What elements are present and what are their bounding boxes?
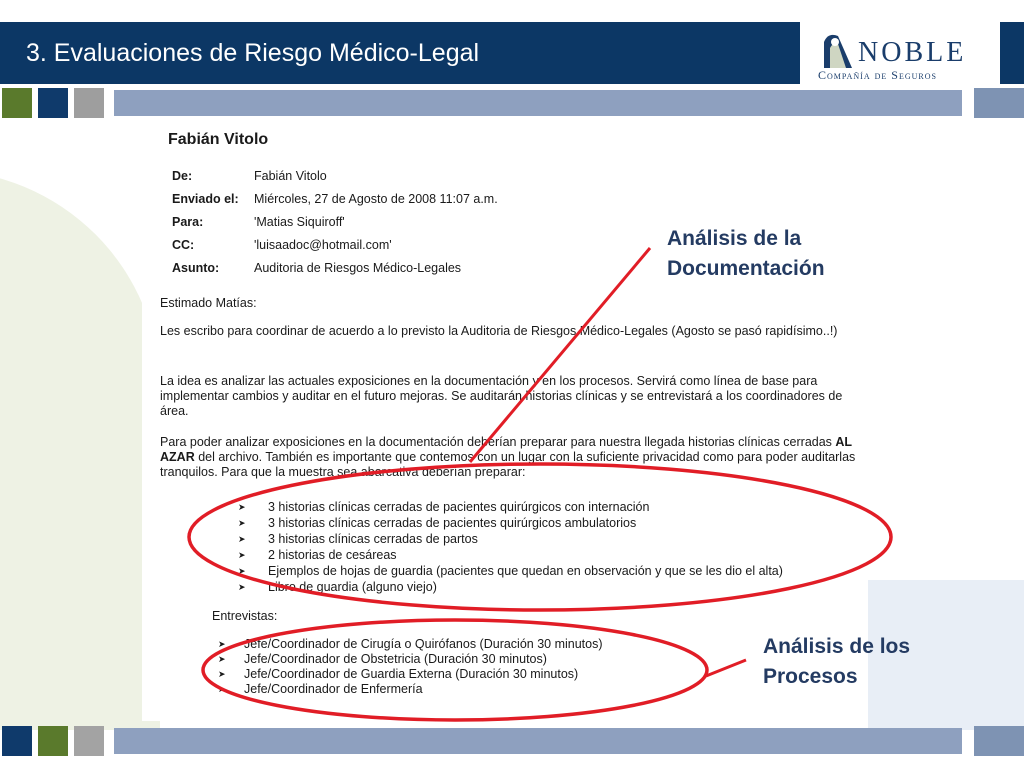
callout-line: Procesos bbox=[763, 665, 858, 688]
list-item: ➤ 3 historias clínicas cerradas de pacientes quirúrgicos ambulatorios bbox=[238, 515, 783, 531]
meta-value: 'Matias Siquiroff' bbox=[254, 215, 345, 229]
email-sender-header: Fabián Vitolo bbox=[168, 131, 269, 148]
meta-value: Fabián Vitolo bbox=[254, 169, 327, 183]
interviews-highlight-ellipse bbox=[203, 620, 707, 720]
list-item: ➤ Jefe/Coordinador de Enfermería bbox=[218, 682, 603, 697]
meta-key: Asunto: bbox=[172, 261, 220, 275]
list-item: ➤ 3 historias clínicas cerradas de pacientes quirúrgicos con internación bbox=[238, 499, 783, 515]
paragraph-3-bold: AL AZAR bbox=[160, 435, 852, 464]
logo-subtitle: Compañía de Seguros bbox=[818, 68, 937, 82]
logo-name: NOBLE bbox=[858, 37, 967, 68]
callout-line: Análisis de la bbox=[667, 227, 802, 250]
list-item: ➤ Jefe/Coordinador de Guardia Externa (Duración 30 minutos) bbox=[218, 667, 603, 682]
meta-value: Auditoria de Riesgos Médico-Legales bbox=[254, 261, 462, 275]
callout-documentation bbox=[667, 224, 825, 284]
documents-highlight-ellipse bbox=[189, 464, 891, 610]
interviews-label: Entrevistas: bbox=[212, 609, 278, 623]
documentation-pointer-line bbox=[470, 248, 650, 462]
list-item: ➤ Jefe/Coordinador de Obstetricia (Duración 30 minutos) bbox=[218, 652, 603, 667]
meta-key: Enviado el: bbox=[172, 192, 239, 206]
meta-value: 'luisaadoc@hotmail.com' bbox=[254, 238, 392, 252]
list-item: ➤ 2 historias de cesáreas bbox=[238, 547, 783, 563]
callout-line: Documentación bbox=[667, 257, 825, 280]
meta-value: Miércoles, 27 de Agosto de 2008 11:07 a.m. bbox=[254, 192, 498, 206]
meta-key: De: bbox=[172, 169, 193, 183]
slide-title: 3. Evaluaciones de Riesgo Médico-Legal bbox=[26, 39, 480, 67]
email-paragraph-2: La idea es analizar las actuales exposiciones en la documentación y en los procesos. Servirá como línea de base para implementar cambios y auditar en el futuro mejoras. Se auditarán historias clínicas y se entrevistará a los coordinadores de área. bbox=[160, 374, 843, 418]
list-item: ➤ Ejemplos de hojas de guardia (pacientes que quedan en observación y que se les dio el alta) bbox=[238, 563, 783, 579]
email-greeting: Estimado Matías: bbox=[160, 296, 257, 310]
callout-processes bbox=[763, 632, 910, 692]
paragraph-3-text-b: del archivo. También es importante que contemos con un lugar con la suficiente privacidad como para poder auditarlas tranquilos. Para que la muestra sea abarcativa deberían preparar: bbox=[160, 450, 856, 479]
email-paragraph-1: Les escribo para coordinar de acuerdo a lo previsto la Auditoria de Riesgos Médico-Legales (Agosto se pasó rapidísimo..!) bbox=[160, 324, 838, 338]
list-item: ➤ Libro de guardia (alguno viejo) bbox=[238, 579, 783, 595]
processes-pointer-line bbox=[706, 660, 746, 676]
list-item: ➤ 3 historias clínicas cerradas de partos bbox=[238, 531, 783, 547]
meta-key: CC: bbox=[172, 238, 195, 252]
meta-key: Para: bbox=[172, 215, 204, 229]
list-item: ➤ Jefe/Coordinador de Cirugía o Quirófanos (Duración 30 minutos) bbox=[218, 637, 603, 652]
paragraph-3-text-a: Para poder analizar exposiciones en la documentación deberían preparar para nuestra llegada historias clínicas cerradas bbox=[160, 435, 836, 449]
callout-line: Análisis de los bbox=[763, 635, 911, 658]
